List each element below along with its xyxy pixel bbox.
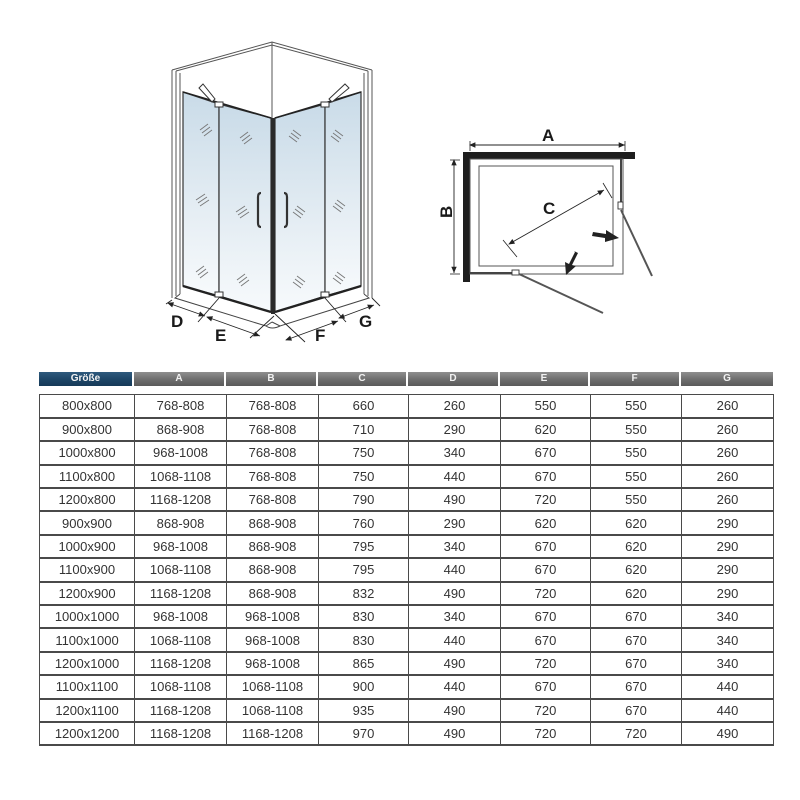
cell-a: 1168-1208 xyxy=(135,488,227,511)
cell-b: 1068-1108 xyxy=(227,675,319,698)
cell-size: 1100x1000 xyxy=(40,628,135,651)
cell-a: 768-808 xyxy=(135,395,227,418)
cell-f: 550 xyxy=(591,418,682,441)
cell-g: 260 xyxy=(682,418,774,441)
cell-size: 1200x1000 xyxy=(40,652,135,675)
cell-a: 1068-1108 xyxy=(135,675,227,698)
cell-d: 440 xyxy=(409,465,501,488)
cell-size: 1200x900 xyxy=(40,582,135,605)
header-f: F xyxy=(590,372,681,386)
size-specification-table xyxy=(39,372,773,746)
cell-g: 290 xyxy=(682,558,774,581)
cell-a: 968-1008 xyxy=(135,605,227,628)
cell-a: 1068-1108 xyxy=(135,558,227,581)
dimension-label-c: C xyxy=(543,199,556,218)
cell-b: 768-808 xyxy=(227,488,319,511)
cell-size: 1000x1000 xyxy=(40,605,135,628)
cell-g: 340 xyxy=(682,628,774,651)
cell-size: 900x800 xyxy=(40,418,135,441)
cell-c: 750 xyxy=(319,441,409,464)
cell-d: 290 xyxy=(409,418,501,441)
cell-e: 720 xyxy=(501,488,591,511)
cell-a: 968-1008 xyxy=(135,441,227,464)
cell-c: 795 xyxy=(319,558,409,581)
cell-b: 968-1008 xyxy=(227,628,319,651)
cell-c: 760 xyxy=(319,511,409,534)
cell-d: 440 xyxy=(409,628,501,651)
cell-f: 620 xyxy=(591,535,682,558)
table-row xyxy=(40,628,774,651)
cell-g: 290 xyxy=(682,535,774,558)
cell-a: 1168-1208 xyxy=(135,582,227,605)
cell-e: 620 xyxy=(501,511,591,534)
cell-c: 865 xyxy=(319,652,409,675)
table-row xyxy=(40,582,774,605)
table-row xyxy=(40,605,774,628)
wall-top xyxy=(463,152,635,159)
cell-g: 340 xyxy=(682,605,774,628)
cell-e: 670 xyxy=(501,675,591,698)
dimension-label-b: B xyxy=(437,205,456,218)
cell-size: 1100x1100 xyxy=(40,675,135,698)
corner-post xyxy=(271,118,275,314)
table-row xyxy=(40,558,774,581)
header-e: E xyxy=(500,372,590,386)
wall-left xyxy=(463,152,470,282)
cell-c: 832 xyxy=(319,582,409,605)
cell-f: 670 xyxy=(591,675,682,698)
glass-panel-right-fixed xyxy=(325,92,361,296)
cell-d: 490 xyxy=(409,699,501,722)
cell-d: 290 xyxy=(409,511,501,534)
cell-size: 1000x900 xyxy=(40,535,135,558)
stabiliser-bar-icon xyxy=(199,84,349,102)
cell-f: 670 xyxy=(591,605,682,628)
cell-g: 440 xyxy=(682,675,774,698)
cell-g: 290 xyxy=(682,582,774,605)
cell-c: 830 xyxy=(319,605,409,628)
cell-d: 440 xyxy=(409,558,501,581)
cell-g: 340 xyxy=(682,652,774,675)
table-row xyxy=(40,722,774,745)
product-diagrams xyxy=(0,0,800,370)
cell-a: 1168-1208 xyxy=(135,652,227,675)
cell-g: 260 xyxy=(682,395,774,418)
cell-c: 970 xyxy=(319,722,409,745)
glass-door-left xyxy=(219,104,271,312)
header-d: D xyxy=(408,372,500,386)
header-g: G xyxy=(681,372,773,386)
cell-d: 340 xyxy=(409,441,501,464)
cell-e: 670 xyxy=(501,441,591,464)
cell-f: 670 xyxy=(591,628,682,651)
cell-c: 750 xyxy=(319,465,409,488)
cell-size: 1200x800 xyxy=(40,488,135,511)
cell-b: 868-908 xyxy=(227,535,319,558)
cell-e: 670 xyxy=(501,535,591,558)
table-row xyxy=(40,488,774,511)
cell-c: 900 xyxy=(319,675,409,698)
cell-e: 670 xyxy=(501,628,591,651)
cell-size: 800x800 xyxy=(40,395,135,418)
cell-c: 935 xyxy=(319,699,409,722)
table-row xyxy=(40,395,774,418)
dimension-label-g: G xyxy=(359,312,373,331)
plan-view-drawing xyxy=(437,126,652,313)
cell-size: 1200x1200 xyxy=(40,722,135,745)
cell-c: 795 xyxy=(319,535,409,558)
table-header-row xyxy=(39,372,773,386)
cell-f: 670 xyxy=(591,699,682,722)
cell-e: 720 xyxy=(501,722,591,745)
cell-a: 1168-1208 xyxy=(135,699,227,722)
cell-d: 440 xyxy=(409,675,501,698)
dimension-label-d: D xyxy=(171,312,184,331)
door-opening-arrow-icon xyxy=(565,230,619,275)
cell-d: 340 xyxy=(409,605,501,628)
table-row xyxy=(40,652,774,675)
cell-d: 490 xyxy=(409,652,501,675)
table-row xyxy=(40,699,774,722)
cell-c: 710 xyxy=(319,418,409,441)
cell-b: 1068-1108 xyxy=(227,699,319,722)
table-row xyxy=(40,418,774,441)
cell-f: 670 xyxy=(591,652,682,675)
cell-g: 490 xyxy=(682,722,774,745)
cell-f: 620 xyxy=(591,582,682,605)
cell-size: 1100x900 xyxy=(40,558,135,581)
cell-b: 768-808 xyxy=(227,441,319,464)
table-row xyxy=(40,675,774,698)
cell-b: 868-908 xyxy=(227,558,319,581)
header-a: A xyxy=(134,372,226,386)
table-row xyxy=(40,465,774,488)
cell-d: 490 xyxy=(409,488,501,511)
dimension-label-f: F xyxy=(315,326,326,345)
cell-b: 1168-1208 xyxy=(227,722,319,745)
cell-c: 790 xyxy=(319,488,409,511)
cell-b: 768-808 xyxy=(227,418,319,441)
glass-panel-left-fixed xyxy=(183,92,219,296)
cell-f: 620 xyxy=(591,511,682,534)
cell-f: 550 xyxy=(591,488,682,511)
cell-size: 900x900 xyxy=(40,511,135,534)
cell-e: 720 xyxy=(501,582,591,605)
cell-e: 670 xyxy=(501,558,591,581)
cell-g: 260 xyxy=(682,441,774,464)
table-row xyxy=(40,535,774,558)
cell-a: 968-1008 xyxy=(135,535,227,558)
cell-a: 868-908 xyxy=(135,511,227,534)
cell-b: 768-808 xyxy=(227,465,319,488)
cell-f: 620 xyxy=(591,558,682,581)
cell-b: 968-1008 xyxy=(227,652,319,675)
cell-a: 868-908 xyxy=(135,418,227,441)
cell-size: 1200x1100 xyxy=(40,699,135,722)
header-size: Größe xyxy=(39,372,134,386)
cell-g: 290 xyxy=(682,511,774,534)
header-b: B xyxy=(226,372,318,386)
cell-f: 720 xyxy=(591,722,682,745)
cell-d: 490 xyxy=(409,582,501,605)
cell-g: 440 xyxy=(682,699,774,722)
cell-e: 720 xyxy=(501,699,591,722)
cell-e: 720 xyxy=(501,652,591,675)
cell-b: 868-908 xyxy=(227,582,319,605)
cell-f: 550 xyxy=(591,465,682,488)
dimension-label-e: E xyxy=(215,326,227,345)
cell-b: 768-808 xyxy=(227,395,319,418)
table-row xyxy=(40,441,774,464)
cell-a: 1068-1108 xyxy=(135,465,227,488)
cell-g: 260 xyxy=(682,465,774,488)
enclosure-3d-drawing xyxy=(166,42,380,345)
cell-b: 968-1008 xyxy=(227,605,319,628)
cell-c: 830 xyxy=(319,628,409,651)
cell-f: 550 xyxy=(591,441,682,464)
cell-d: 490 xyxy=(409,722,501,745)
cell-e: 550 xyxy=(501,395,591,418)
cell-d: 340 xyxy=(409,535,501,558)
cell-a: 1168-1208 xyxy=(135,722,227,745)
cell-g: 260 xyxy=(682,488,774,511)
spec-table-body xyxy=(39,394,774,746)
cell-b: 868-908 xyxy=(227,511,319,534)
dimension-label-a: A xyxy=(542,126,555,145)
cell-e: 620 xyxy=(501,418,591,441)
header-c: C xyxy=(318,372,408,386)
cell-d: 260 xyxy=(409,395,501,418)
cell-size: 1000x800 xyxy=(40,441,135,464)
cell-e: 670 xyxy=(501,605,591,628)
cell-a: 1068-1108 xyxy=(135,628,227,651)
cell-e: 670 xyxy=(501,465,591,488)
cell-size: 1100x800 xyxy=(40,465,135,488)
table-row xyxy=(40,511,774,534)
cell-f: 550 xyxy=(591,395,682,418)
cell-c: 660 xyxy=(319,395,409,418)
